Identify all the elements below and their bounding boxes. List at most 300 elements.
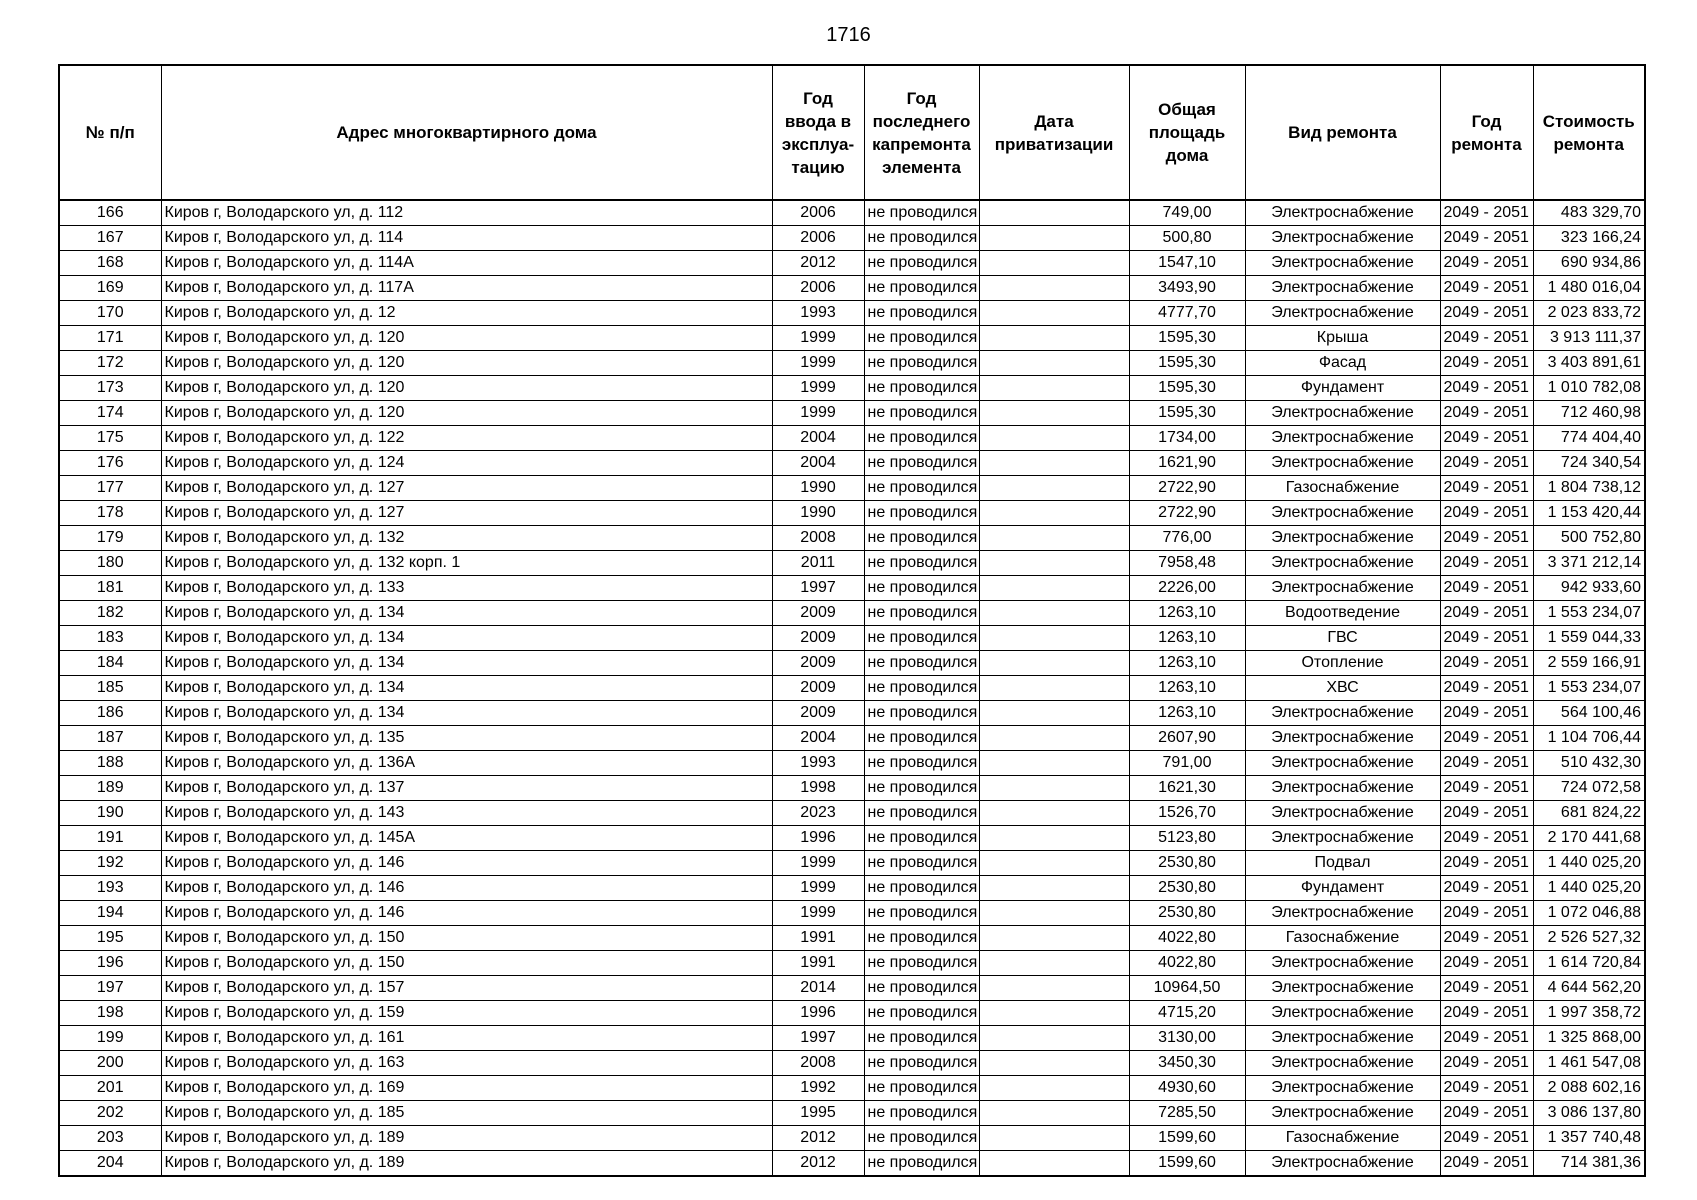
row-privatization xyxy=(979,876,1129,901)
row-repair-type: Электроснабжение xyxy=(1245,1101,1440,1126)
row-privatization xyxy=(979,1101,1129,1126)
table-row xyxy=(59,276,1645,301)
row-privatization xyxy=(979,626,1129,651)
row-cost: 1 153 420,44 xyxy=(1533,501,1645,526)
row-number: 200 xyxy=(59,1051,161,1076)
row-year-built: 1999 xyxy=(772,901,864,926)
table-row xyxy=(59,776,1645,801)
row-privatization xyxy=(979,751,1129,776)
row-area: 1595,30 xyxy=(1129,326,1245,351)
row-repair-type: Электроснабжение xyxy=(1245,776,1440,801)
row-number: 171 xyxy=(59,326,161,351)
table-row xyxy=(59,626,1645,651)
table-row xyxy=(59,301,1645,326)
table-header xyxy=(59,65,1645,200)
row-cost: 3 086 137,80 xyxy=(1533,1101,1645,1126)
row-number: 201 xyxy=(59,1076,161,1101)
table-row xyxy=(59,976,1645,1001)
row-repair-type: Электроснабжение xyxy=(1245,951,1440,976)
table-row xyxy=(59,701,1645,726)
row-area: 1595,30 xyxy=(1129,376,1245,401)
row-address: Киров г, Володарского ул, д. 169 xyxy=(161,1076,772,1101)
row-last-repair: не проводился xyxy=(864,276,979,301)
row-year-built: 2009 xyxy=(772,676,864,701)
row-address: Киров г, Володарского ул, д. 146 xyxy=(161,851,772,876)
row-repair-type: Электроснабжение xyxy=(1245,1026,1440,1051)
row-address: Киров г, Володарского ул, д. 120 xyxy=(161,401,772,426)
row-address: Киров г, Володарского ул, д. 132 xyxy=(161,526,772,551)
row-repair-period: 2049 - 2051 xyxy=(1440,751,1533,776)
row-year-built: 2011 xyxy=(772,551,864,576)
row-repair-type: Электроснабжение xyxy=(1245,551,1440,576)
row-repair-period: 2049 - 2051 xyxy=(1440,526,1533,551)
row-number: 196 xyxy=(59,951,161,976)
row-privatization xyxy=(979,901,1129,926)
row-last-repair: не проводился xyxy=(864,626,979,651)
row-area: 2722,90 xyxy=(1129,476,1245,501)
row-repair-period: 2049 - 2051 xyxy=(1440,776,1533,801)
row-repair-period: 2049 - 2051 xyxy=(1440,826,1533,851)
table-row xyxy=(59,376,1645,401)
row-number: 172 xyxy=(59,351,161,376)
row-address: Киров г, Володарского ул, д. 163 xyxy=(161,1051,772,1076)
row-year-built: 2009 xyxy=(772,651,864,676)
row-cost: 724 072,58 xyxy=(1533,776,1645,801)
table-row xyxy=(59,226,1645,251)
header-last-repair: Год последнего капремонта элемента xyxy=(864,65,979,200)
row-repair-type: Электроснабжение xyxy=(1245,976,1440,1001)
row-number: 202 xyxy=(59,1101,161,1126)
table-row xyxy=(59,401,1645,426)
row-number: 176 xyxy=(59,451,161,476)
row-repair-type: Электроснабжение xyxy=(1245,576,1440,601)
row-last-repair: не проводился xyxy=(864,1076,979,1101)
row-last-repair: не проводился xyxy=(864,826,979,851)
row-privatization xyxy=(979,951,1129,976)
row-area: 3493,90 xyxy=(1129,276,1245,301)
row-address: Киров г, Володарского ул, д. 157 xyxy=(161,976,772,1001)
row-privatization xyxy=(979,301,1129,326)
row-address: Киров г, Володарского ул, д. 114 xyxy=(161,226,772,251)
row-cost: 2 023 833,72 xyxy=(1533,301,1645,326)
row-address: Киров г, Володарского ул, д. 134 xyxy=(161,601,772,626)
row-repair-type: Отопление xyxy=(1245,651,1440,676)
row-privatization xyxy=(979,1051,1129,1076)
row-repair-period: 2049 - 2051 xyxy=(1440,926,1533,951)
row-year-built: 2004 xyxy=(772,726,864,751)
row-cost: 483 329,70 xyxy=(1533,200,1645,226)
row-year-built: 1996 xyxy=(772,826,864,851)
row-repair-type: Крыша xyxy=(1245,326,1440,351)
row-address: Киров г, Володарского ул, д. 159 xyxy=(161,1001,772,1026)
header-privatization: Дата приватизации xyxy=(979,65,1129,200)
table-row xyxy=(59,851,1645,876)
row-area: 1599,60 xyxy=(1129,1151,1245,1177)
row-cost: 714 381,36 xyxy=(1533,1151,1645,1177)
row-repair-period: 2049 - 2051 xyxy=(1440,551,1533,576)
row-year-built: 1997 xyxy=(772,1026,864,1051)
row-address: Киров г, Володарского ул, д. 146 xyxy=(161,876,772,901)
row-repair-type: Электроснабжение xyxy=(1245,276,1440,301)
header-cost: Стоимость ремонта xyxy=(1533,65,1645,200)
row-last-repair: не проводился xyxy=(864,701,979,726)
row-address: Киров г, Володарского ул, д. 122 xyxy=(161,426,772,451)
row-repair-type: Подвал xyxy=(1245,851,1440,876)
row-number: 169 xyxy=(59,276,161,301)
row-number: 190 xyxy=(59,801,161,826)
row-year-built: 2012 xyxy=(772,1126,864,1151)
row-privatization xyxy=(979,376,1129,401)
row-repair-type: Электроснабжение xyxy=(1245,251,1440,276)
row-year-built: 1999 xyxy=(772,376,864,401)
row-number: 182 xyxy=(59,601,161,626)
row-privatization xyxy=(979,726,1129,751)
row-cost: 1 553 234,07 xyxy=(1533,676,1645,701)
header-year-built: Год ввода в эксплуа-тацию xyxy=(772,65,864,200)
row-privatization xyxy=(979,426,1129,451)
row-address: Киров г, Володарского ул, д. 137 xyxy=(161,776,772,801)
row-last-repair: не проводился xyxy=(864,251,979,276)
row-year-built: 1999 xyxy=(772,326,864,351)
row-number: 193 xyxy=(59,876,161,901)
row-number: 188 xyxy=(59,751,161,776)
row-address: Киров г, Володарского ул, д. 124 xyxy=(161,451,772,476)
row-repair-type: Газоснабжение xyxy=(1245,1126,1440,1151)
row-number: 198 xyxy=(59,1001,161,1026)
row-number: 189 xyxy=(59,776,161,801)
row-cost: 510 432,30 xyxy=(1533,751,1645,776)
table-row xyxy=(59,1026,1645,1051)
row-address: Киров г, Володарского ул, д. 146 xyxy=(161,901,772,926)
row-privatization xyxy=(979,526,1129,551)
row-repair-type: Электроснабжение xyxy=(1245,801,1440,826)
table-body xyxy=(59,200,1645,1176)
row-repair-period: 2049 - 2051 xyxy=(1440,676,1533,701)
row-last-repair: не проводился xyxy=(864,376,979,401)
row-year-built: 1999 xyxy=(772,351,864,376)
row-repair-type: Электроснабжение xyxy=(1245,1076,1440,1101)
row-area: 3450,30 xyxy=(1129,1051,1245,1076)
row-repair-type: Электроснабжение xyxy=(1245,901,1440,926)
row-year-built: 2006 xyxy=(772,276,864,301)
row-number: 174 xyxy=(59,401,161,426)
row-last-repair: не проводился xyxy=(864,200,979,226)
row-area: 4022,80 xyxy=(1129,951,1245,976)
row-cost: 1 010 782,08 xyxy=(1533,376,1645,401)
table-row xyxy=(59,901,1645,926)
row-year-built: 1999 xyxy=(772,876,864,901)
row-address: Киров г, Володарского ул, д. 112 xyxy=(161,200,772,226)
row-privatization xyxy=(979,501,1129,526)
row-address: Киров г, Володарского ул, д. 189 xyxy=(161,1126,772,1151)
row-number: 203 xyxy=(59,1126,161,1151)
row-last-repair: не проводился xyxy=(864,1026,979,1051)
row-area: 749,00 xyxy=(1129,200,1245,226)
row-cost: 1 804 738,12 xyxy=(1533,476,1645,501)
row-year-built: 2008 xyxy=(772,1051,864,1076)
row-repair-period: 2049 - 2051 xyxy=(1440,1051,1533,1076)
row-repair-period: 2049 - 2051 xyxy=(1440,976,1533,1001)
row-privatization xyxy=(979,351,1129,376)
row-area: 7958,48 xyxy=(1129,551,1245,576)
row-number: 194 xyxy=(59,901,161,926)
row-year-built: 1998 xyxy=(772,776,864,801)
row-address: Киров г, Володарского ул, д. 114А xyxy=(161,251,772,276)
row-last-repair: не проводился xyxy=(864,1001,979,1026)
row-number: 192 xyxy=(59,851,161,876)
row-address: Киров г, Володарского ул, д. 161 xyxy=(161,1026,772,1051)
table-row xyxy=(59,451,1645,476)
row-last-repair: не проводился xyxy=(864,301,979,326)
row-last-repair: не проводился xyxy=(864,951,979,976)
row-cost: 2 170 441,68 xyxy=(1533,826,1645,851)
row-number: 177 xyxy=(59,476,161,501)
row-cost: 1 072 046,88 xyxy=(1533,901,1645,926)
row-year-built: 2004 xyxy=(772,451,864,476)
row-cost: 942 933,60 xyxy=(1533,576,1645,601)
row-last-repair: не проводился xyxy=(864,551,979,576)
row-area: 1263,10 xyxy=(1129,676,1245,701)
row-last-repair: не проводился xyxy=(864,776,979,801)
row-repair-period: 2049 - 2051 xyxy=(1440,476,1533,501)
row-repair-type: Фасад xyxy=(1245,351,1440,376)
row-area: 4930,60 xyxy=(1129,1076,1245,1101)
table-row xyxy=(59,501,1645,526)
row-year-built: 2012 xyxy=(772,1151,864,1177)
row-area: 2722,90 xyxy=(1129,501,1245,526)
row-repair-period: 2049 - 2051 xyxy=(1440,726,1533,751)
row-last-repair: не проводился xyxy=(864,326,979,351)
row-privatization xyxy=(979,226,1129,251)
table-row xyxy=(59,576,1645,601)
row-privatization xyxy=(979,401,1129,426)
row-repair-type: Электроснабжение xyxy=(1245,1151,1440,1177)
row-last-repair: не проводился xyxy=(864,876,979,901)
row-cost: 1 553 234,07 xyxy=(1533,601,1645,626)
row-year-built: 2009 xyxy=(772,626,864,651)
row-last-repair: не проводился xyxy=(864,226,979,251)
row-area: 776,00 xyxy=(1129,526,1245,551)
row-number: 184 xyxy=(59,651,161,676)
row-number: 170 xyxy=(59,301,161,326)
row-area: 2530,80 xyxy=(1129,851,1245,876)
row-repair-period: 2049 - 2051 xyxy=(1440,226,1533,251)
row-address: Киров г, Володарского ул, д. 132 корп. 1 xyxy=(161,551,772,576)
row-repair-type: Электроснабжение xyxy=(1245,200,1440,226)
row-address: Киров г, Володарского ул, д. 127 xyxy=(161,501,772,526)
row-repair-type: Электроснабжение xyxy=(1245,751,1440,776)
row-privatization xyxy=(979,676,1129,701)
row-area: 1263,10 xyxy=(1129,651,1245,676)
row-area: 1526,70 xyxy=(1129,801,1245,826)
row-privatization xyxy=(979,551,1129,576)
row-area: 1734,00 xyxy=(1129,426,1245,451)
row-repair-period: 2049 - 2051 xyxy=(1440,851,1533,876)
row-privatization xyxy=(979,251,1129,276)
row-year-built: 1991 xyxy=(772,951,864,976)
page-number: 1716 xyxy=(826,24,871,46)
row-repair-period: 2049 - 2051 xyxy=(1440,251,1533,276)
row-year-built: 1992 xyxy=(772,1076,864,1101)
row-repair-type: Электроснабжение xyxy=(1245,401,1440,426)
row-cost: 1 997 358,72 xyxy=(1533,1001,1645,1026)
row-privatization xyxy=(979,976,1129,1001)
table-row xyxy=(59,1076,1645,1101)
row-address: Киров г, Володарского ул, д. 12 xyxy=(161,301,772,326)
row-repair-type: Электроснабжение xyxy=(1245,1001,1440,1026)
row-number: 185 xyxy=(59,676,161,701)
row-area: 5123,80 xyxy=(1129,826,1245,851)
row-privatization xyxy=(979,1151,1129,1177)
row-area: 1621,30 xyxy=(1129,776,1245,801)
row-privatization xyxy=(979,451,1129,476)
row-repair-period: 2049 - 2051 xyxy=(1440,451,1533,476)
header-repair-year: Год ремонта xyxy=(1440,65,1533,200)
row-cost: 500 752,80 xyxy=(1533,526,1645,551)
row-cost: 3 403 891,61 xyxy=(1533,351,1645,376)
row-last-repair: не проводился xyxy=(864,976,979,1001)
table-row xyxy=(59,551,1645,576)
row-year-built: 1996 xyxy=(772,1001,864,1026)
row-number: 199 xyxy=(59,1026,161,1051)
repair-table xyxy=(58,64,1646,1177)
row-area: 500,80 xyxy=(1129,226,1245,251)
row-number: 204 xyxy=(59,1151,161,1177)
row-cost: 323 166,24 xyxy=(1533,226,1645,251)
table-row xyxy=(59,326,1645,351)
row-number: 181 xyxy=(59,576,161,601)
row-repair-period: 2049 - 2051 xyxy=(1440,1026,1533,1051)
row-address: Киров г, Володарского ул, д. 136А xyxy=(161,751,772,776)
row-last-repair: не проводился xyxy=(864,851,979,876)
row-repair-type: Электроснабжение xyxy=(1245,426,1440,451)
row-privatization xyxy=(979,801,1129,826)
table-row xyxy=(59,200,1645,226)
row-address: Киров г, Володарского ул, д. 145А xyxy=(161,826,772,851)
row-cost: 774 404,40 xyxy=(1533,426,1645,451)
row-cost: 2 526 527,32 xyxy=(1533,926,1645,951)
row-repair-type: Электроснабжение xyxy=(1245,226,1440,251)
row-privatization xyxy=(979,200,1129,226)
table-row xyxy=(59,651,1645,676)
row-repair-type: ГВС xyxy=(1245,626,1440,651)
row-area: 2530,80 xyxy=(1129,901,1245,926)
row-repair-period: 2049 - 2051 xyxy=(1440,351,1533,376)
row-repair-period: 2049 - 2051 xyxy=(1440,1151,1533,1177)
row-privatization xyxy=(979,851,1129,876)
row-repair-type: Электроснабжение xyxy=(1245,726,1440,751)
row-privatization xyxy=(979,1076,1129,1101)
table-row xyxy=(59,1101,1645,1126)
table-row xyxy=(59,751,1645,776)
row-cost: 2 559 166,91 xyxy=(1533,651,1645,676)
row-number: 168 xyxy=(59,251,161,276)
row-repair-period: 2049 - 2051 xyxy=(1440,701,1533,726)
row-repair-period: 2049 - 2051 xyxy=(1440,200,1533,226)
row-last-repair: не проводился xyxy=(864,1126,979,1151)
table-row xyxy=(59,1051,1645,1076)
row-cost: 3 371 212,14 xyxy=(1533,551,1645,576)
row-last-repair: не проводился xyxy=(864,1051,979,1076)
row-number: 178 xyxy=(59,501,161,526)
row-repair-period: 2049 - 2051 xyxy=(1440,301,1533,326)
row-repair-period: 2049 - 2051 xyxy=(1440,901,1533,926)
row-repair-period: 2049 - 2051 xyxy=(1440,1001,1533,1026)
row-last-repair: не проводился xyxy=(864,426,979,451)
row-last-repair: не проводился xyxy=(864,451,979,476)
row-last-repair: не проводился xyxy=(864,576,979,601)
table-row xyxy=(59,426,1645,451)
row-repair-type: Фундамент xyxy=(1245,876,1440,901)
row-repair-type: Газоснабжение xyxy=(1245,926,1440,951)
row-last-repair: не проводился xyxy=(864,901,979,926)
row-area: 2530,80 xyxy=(1129,876,1245,901)
row-cost: 3 913 111,37 xyxy=(1533,326,1645,351)
row-area: 4777,70 xyxy=(1129,301,1245,326)
row-year-built: 2023 xyxy=(772,801,864,826)
row-cost: 712 460,98 xyxy=(1533,401,1645,426)
row-year-built: 1999 xyxy=(772,401,864,426)
row-cost: 690 934,86 xyxy=(1533,251,1645,276)
row-repair-type: Электроснабжение xyxy=(1245,826,1440,851)
row-repair-period: 2049 - 2051 xyxy=(1440,326,1533,351)
row-last-repair: не проводился xyxy=(864,351,979,376)
row-year-built: 2009 xyxy=(772,701,864,726)
row-last-repair: не проводился xyxy=(864,1101,979,1126)
row-privatization xyxy=(979,476,1129,501)
row-address: Киров г, Володарского ул, д. 120 xyxy=(161,326,772,351)
row-repair-period: 2049 - 2051 xyxy=(1440,651,1533,676)
row-repair-period: 2049 - 2051 xyxy=(1440,1101,1533,1126)
row-repair-type: Электроснабжение xyxy=(1245,451,1440,476)
row-area: 1595,30 xyxy=(1129,351,1245,376)
row-privatization xyxy=(979,651,1129,676)
row-address: Киров г, Володарского ул, д. 120 xyxy=(161,376,772,401)
row-cost: 1 325 868,00 xyxy=(1533,1026,1645,1051)
row-area: 1263,10 xyxy=(1129,701,1245,726)
row-number: 175 xyxy=(59,426,161,451)
row-year-built: 1990 xyxy=(772,501,864,526)
row-cost: 564 100,46 xyxy=(1533,701,1645,726)
row-area: 1621,90 xyxy=(1129,451,1245,476)
row-number: 166 xyxy=(59,200,161,226)
row-year-built: 1997 xyxy=(772,576,864,601)
row-privatization xyxy=(979,276,1129,301)
row-number: 179 xyxy=(59,526,161,551)
row-repair-period: 2049 - 2051 xyxy=(1440,1076,1533,1101)
row-repair-type: Фундамент xyxy=(1245,376,1440,401)
row-cost: 1 440 025,20 xyxy=(1533,851,1645,876)
row-privatization xyxy=(979,576,1129,601)
row-year-built: 2014 xyxy=(772,976,864,1001)
row-cost: 1 559 044,33 xyxy=(1533,626,1645,651)
row-privatization xyxy=(979,1126,1129,1151)
row-repair-type: Электроснабжение xyxy=(1245,526,1440,551)
row-area: 4022,80 xyxy=(1129,926,1245,951)
row-privatization xyxy=(979,826,1129,851)
row-privatization xyxy=(979,1026,1129,1051)
row-number: 191 xyxy=(59,826,161,851)
table-row xyxy=(59,526,1645,551)
row-privatization xyxy=(979,776,1129,801)
row-last-repair: не проводился xyxy=(864,726,979,751)
row-area: 1547,10 xyxy=(1129,251,1245,276)
row-area: 1263,10 xyxy=(1129,601,1245,626)
row-year-built: 2009 xyxy=(772,601,864,626)
row-year-built: 2006 xyxy=(772,200,864,226)
row-privatization xyxy=(979,926,1129,951)
row-repair-period: 2049 - 2051 xyxy=(1440,601,1533,626)
